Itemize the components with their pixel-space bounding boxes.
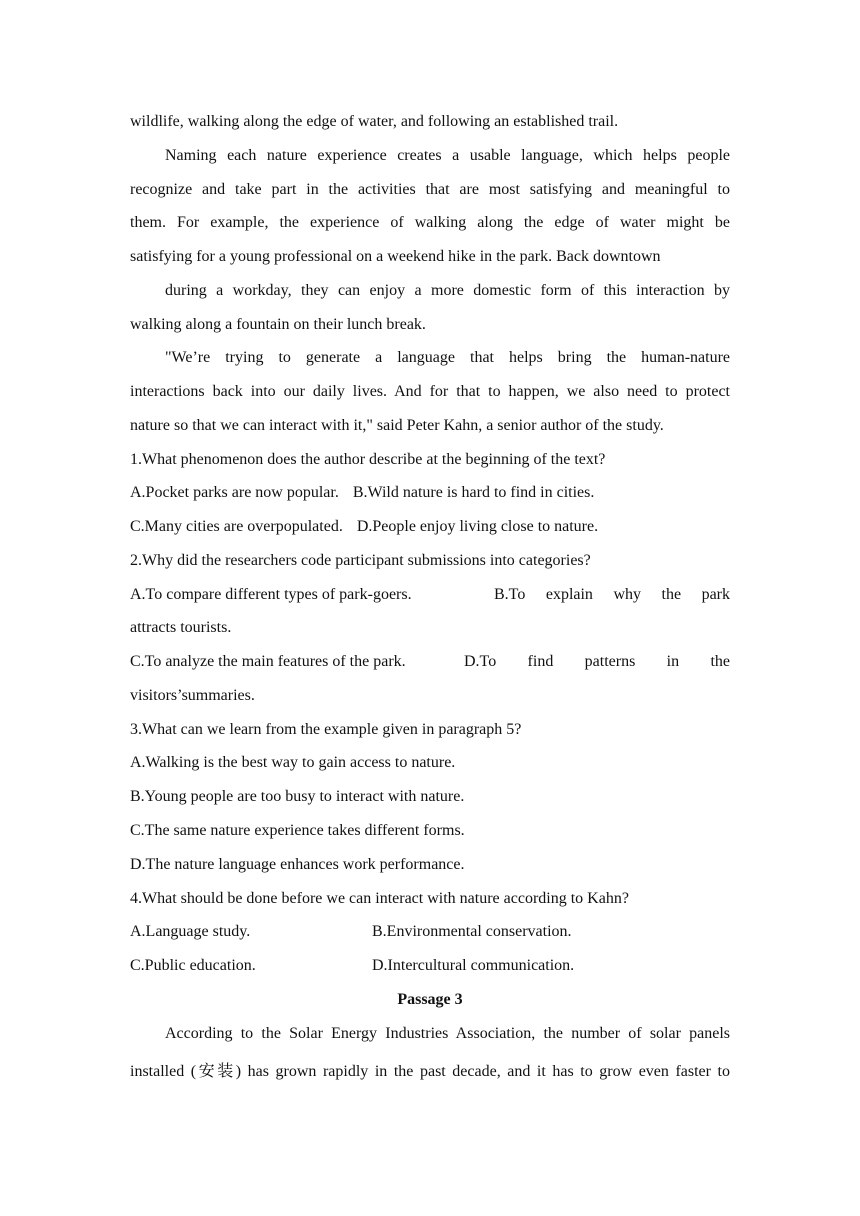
paragraph-line: interactions back into our daily lives. And for that to happen, we also need to protect	[130, 383, 730, 400]
question-stem: 1.What phenomenon does the author describe at the beginning of the text?	[130, 451, 606, 468]
paragraph-line: Naming each nature experience creates a usable language, which helps people	[165, 147, 730, 164]
option-row	[130, 949, 730, 983]
option-c: C.Public education.	[130, 957, 256, 974]
paragraph-line: during a workday, they can enjoy a more domestic form of this interaction by	[165, 282, 730, 299]
option-row	[130, 510, 730, 544]
option-b: B.Wild nature is hard to find in cities.	[352, 484, 595, 501]
option-b-continued: attracts tourists.	[130, 619, 232, 636]
paragraph-line: satisfying for a young professional on a weekend hike in the park. Back downtown	[130, 248, 661, 265]
paragraph-line: walking along a fountain on their lunch break.	[130, 316, 426, 333]
option-c: C.To analyze the main features of the park.	[130, 653, 406, 670]
option-b: B.Environmental conservation.	[372, 923, 572, 940]
paragraph-line: wildlife, walking along the edge of water, and following an established trail.	[130, 113, 619, 130]
paragraph-line: recognize and take part in the activities that are most satisfying and meaningful to	[130, 181, 730, 198]
paragraph-line: "We’re trying to generate a language that helps bring the human-nature	[165, 349, 730, 366]
passage-heading: Passage 3	[397, 991, 463, 1008]
question-stem: 2.Why did the researchers code participant submissions into categories?	[130, 552, 591, 569]
option-a: A.To compare different types of park-goers.	[130, 586, 412, 603]
option-a: A.Language study.	[130, 923, 251, 940]
option-c: C.The same nature experience takes different forms.	[130, 822, 465, 839]
option-c: C.Many cities are overpopulated.	[130, 518, 343, 535]
option-b: B.To explain why the park	[494, 586, 730, 603]
option-d: D.People enjoy living close to nature.	[356, 518, 599, 535]
question-stem: 4.What should be done before we can interact with nature according to Kahn?	[130, 890, 629, 907]
paragraph-line: According to the Solar Energy Industries Association, the number of solar panels	[165, 1025, 730, 1042]
option-d: D.The nature language enhances work performance.	[130, 856, 465, 873]
option-b: B.Young people are too busy to interact with nature.	[130, 788, 465, 805]
paragraph-line: nature so that we can interact with it," said Peter Kahn, a senior author of the study.	[130, 417, 664, 434]
paragraph-line: installed (安装) has grown rapidly in the past decade, and it has to grow even faster to	[130, 1063, 730, 1080]
option-d-continued: visitors’summaries.	[130, 687, 255, 704]
option-row	[130, 476, 730, 510]
paragraph-line: them. For example, the experience of walking along the edge of water might be	[130, 214, 730, 231]
option-a: A.Pocket parks are now popular.	[130, 484, 339, 501]
option-d: D.Intercultural communication.	[372, 957, 575, 974]
option-row	[130, 915, 730, 949]
option-a: A.Walking is the best way to gain access to nature.	[130, 754, 456, 771]
question-stem: 3.What can we learn from the example given in paragraph 5?	[130, 721, 522, 738]
option-d: D.To find patterns in the	[464, 653, 730, 670]
